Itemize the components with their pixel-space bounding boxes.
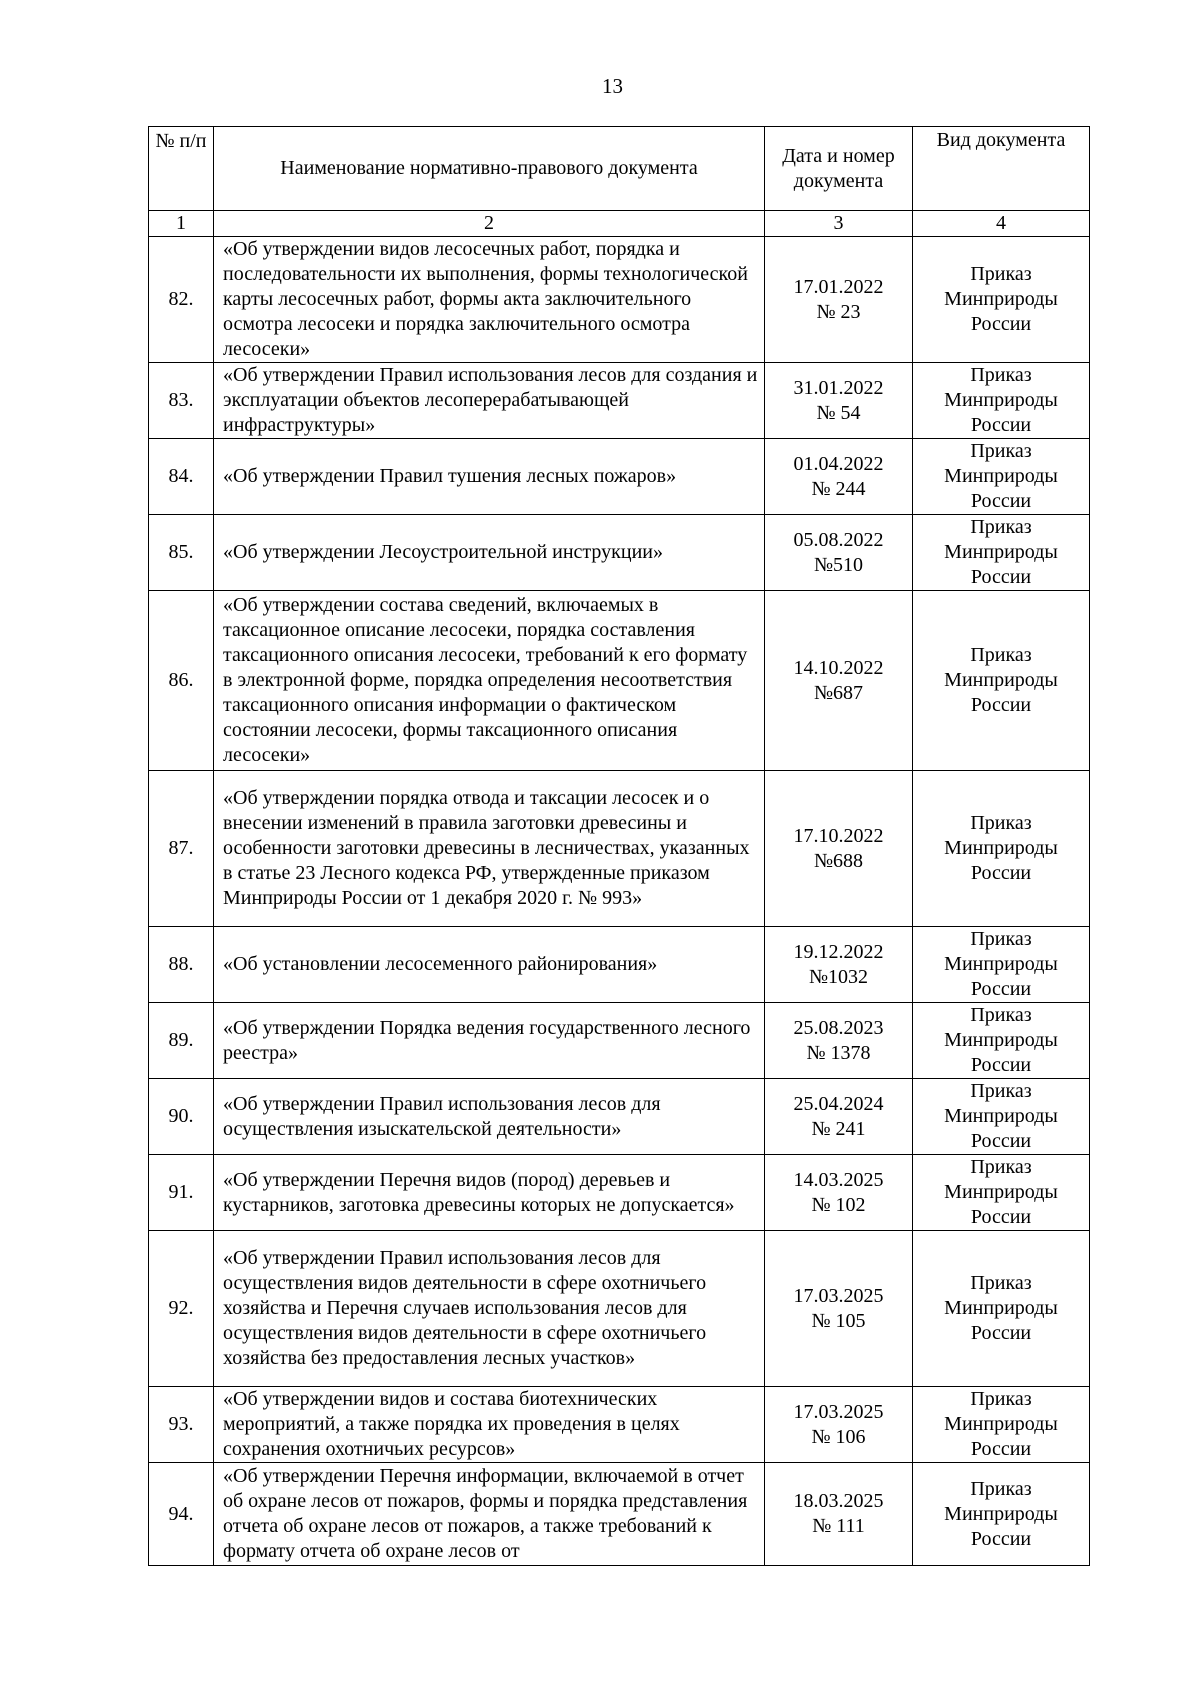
- row-name: «Об утверждении Правил использования лесов для осуществления видов деятельности в сфере охотничьего хозяйства и Перечня случаев использования лесов для осуществления видов деятельности в сфере охотничьего хозяйства без предоставления лесных участков»: [214, 1231, 765, 1387]
- row-num: 88.: [149, 927, 214, 1003]
- row-type: Приказ Минприроды России: [913, 1155, 1090, 1231]
- header-date: Дата и номер документа: [765, 127, 913, 211]
- row-type: Приказ Минприроды России: [913, 591, 1090, 771]
- row-num: 91.: [149, 1155, 214, 1231]
- row-type: Приказ Минприроды России: [913, 439, 1090, 515]
- row-num: 92.: [149, 1231, 214, 1387]
- row-name: «Об утверждении Правил использования лесов для осуществления изыскательской деятельности»: [214, 1079, 765, 1155]
- row-type: Приказ Минприроды России: [913, 363, 1090, 439]
- normative-documents-table: [148, 126, 1090, 1566]
- column-index-row: [149, 211, 1090, 237]
- table-row: [149, 363, 1090, 439]
- row-num: 87.: [149, 771, 214, 927]
- row-name: «Об утверждении Правил тушения лесных пожаров»: [214, 439, 765, 515]
- page-number: 13: [602, 74, 623, 98]
- table-row: [149, 1387, 1090, 1463]
- row-date: 19.12.2022 №1032: [765, 927, 913, 1003]
- row-date: 05.08.2022 №510: [765, 515, 913, 591]
- header-name: Наименование нормативно-правового документа: [214, 127, 765, 211]
- table-row: [149, 1463, 1090, 1566]
- row-name: «Об утверждении порядка отвода и таксации лесосек и о внесении изменений в правила заготовки древесины и особенности заготовки древесины в лесничествах, указанных в статье 23 Лесного кодекса РФ, утвержденные приказом Минприроды России от 1 декабря 2020 г. № 993»: [214, 771, 765, 927]
- row-type: Приказ Минприроды России: [913, 1463, 1090, 1566]
- row-num: 85.: [149, 515, 214, 591]
- row-name: «Об утверждении Правил использования лесов для создания и эксплуатации объектов лесоперерабатывающей инфраструктуры»: [214, 363, 765, 439]
- table-row: [149, 515, 1090, 591]
- row-type: Приказ Минприроды России: [913, 1079, 1090, 1155]
- row-type: Приказ Минприроды России: [913, 515, 1090, 591]
- row-name: «Об утверждении состава сведений, включаемых в таксационное описание лесосеки, порядка составления таксационного описания лесосеки, требований к его формату в электронной форме, порядка определения несоответствия таксационного описания информации о фактическом состоянии лесосеки, формы таксационного описания лесосеки»: [214, 591, 765, 771]
- table-row: [149, 927, 1090, 1003]
- column-index-1: 1: [149, 211, 214, 237]
- row-date: 18.03.2025 № 111: [765, 1463, 913, 1566]
- row-date: 17.03.2025 № 106: [765, 1387, 913, 1463]
- column-index-2: 2: [214, 211, 765, 237]
- table-row: [149, 439, 1090, 515]
- row-num: 82.: [149, 237, 214, 363]
- row-num: 90.: [149, 1079, 214, 1155]
- table-row: [149, 1003, 1090, 1079]
- row-date: 25.08.2023 № 1378: [765, 1003, 913, 1079]
- row-type: Приказ Минприроды России: [913, 1003, 1090, 1079]
- row-name: «Об утверждении видов и состава биотехнических мероприятий, а также порядка их проведения в целях сохранения охотничьих ресурсов»: [214, 1387, 765, 1463]
- row-num: 94.: [149, 1463, 214, 1566]
- row-type: Приказ Минприроды России: [913, 1231, 1090, 1387]
- row-name: «Об утверждении Перечня видов (пород) деревьев и кустарников, заготовка древесины которых не допускается»: [214, 1155, 765, 1231]
- column-index-4: 4: [913, 211, 1090, 237]
- table-row: [149, 1155, 1090, 1231]
- table-row: [149, 591, 1090, 771]
- table-header-row: [149, 127, 1090, 211]
- row-name: «Об утверждении Перечня информации, включаемой в отчет об охране лесов от пожаров, формы и порядка представления отчета об охране лесов от пожаров, а также требований к формату отчета об охране лесов от: [214, 1463, 765, 1566]
- row-name: «Об утверждении Лесоустроительной инструкции»: [214, 515, 765, 591]
- row-date: 17.10.2022 №688: [765, 771, 913, 927]
- row-date: 14.10.2022 №687: [765, 591, 913, 771]
- header-type: Вид документа: [913, 127, 1090, 211]
- row-type: Приказ Минприроды России: [913, 927, 1090, 1003]
- row-date: 25.04.2024 № 241: [765, 1079, 913, 1155]
- row-name: «Об утверждении Порядка ведения государственного лесного реестра»: [214, 1003, 765, 1079]
- row-num: 84.: [149, 439, 214, 515]
- row-date: 17.03.2025 № 105: [765, 1231, 913, 1387]
- row-num: 89.: [149, 1003, 214, 1079]
- row-date: 01.04.2022 № 244: [765, 439, 913, 515]
- row-date: 14.03.2025 № 102: [765, 1155, 913, 1231]
- row-date: 31.01.2022 № 54: [765, 363, 913, 439]
- row-num: 86.: [149, 591, 214, 771]
- row-type: Приказ Минприроды России: [913, 1387, 1090, 1463]
- table-row: [149, 1079, 1090, 1155]
- row-num: 83.: [149, 363, 214, 439]
- table-row: [149, 771, 1090, 927]
- row-type: Приказ Минприроды России: [913, 237, 1090, 363]
- table-row: [149, 237, 1090, 363]
- column-index-3: 3: [765, 211, 913, 237]
- row-name: «Об установлении лесосеменного районирования»: [214, 927, 765, 1003]
- row-num: 93.: [149, 1387, 214, 1463]
- row-type: Приказ Минприроды России: [913, 771, 1090, 927]
- table-row: [149, 1231, 1090, 1387]
- header-num: № п/п: [149, 127, 214, 211]
- row-name: «Об утверждении видов лесосечных работ, порядка и последовательности их выполнения, формы технологической карты лесосечных работ, формы акта заключительного осмотра лесосеки и порядка заключительного осмотра лесосеки»: [214, 237, 765, 363]
- row-date: 17.01.2022 № 23: [765, 237, 913, 363]
